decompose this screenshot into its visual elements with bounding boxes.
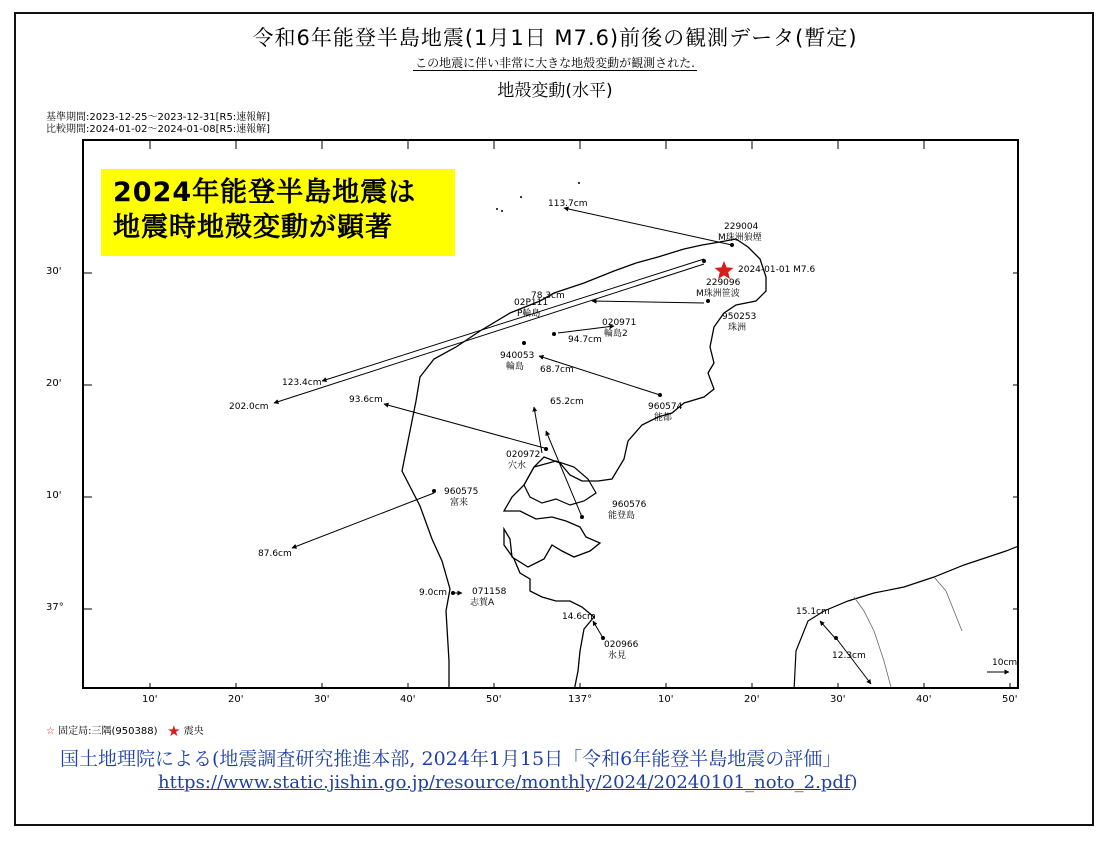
station-id-940053: 940053 bbox=[500, 351, 535, 361]
lat-tick-10: 10' bbox=[46, 490, 62, 501]
disp-02P111: 123.4cm bbox=[282, 378, 322, 388]
lon-tick-e20: 20' bbox=[744, 694, 760, 705]
station-name-960576: 能登島 bbox=[608, 511, 636, 521]
lon-tick-137: 137° bbox=[568, 694, 593, 705]
disp-68-7: 68.7cm bbox=[540, 365, 574, 375]
disp-020966: 14.6cm bbox=[562, 612, 596, 622]
scale-label: 10cm bbox=[992, 658, 1018, 668]
lon-tick-30: 30' bbox=[314, 694, 330, 705]
disp-940053: 202.0cm bbox=[229, 402, 269, 412]
station-name-960574: 能都 bbox=[654, 413, 673, 423]
station-id-960575: 960575 bbox=[444, 487, 479, 497]
station-name-950253: 珠洲 bbox=[728, 323, 747, 333]
station-name-960575: 富来 bbox=[450, 498, 469, 508]
disp-15-1: 15.1cm bbox=[796, 607, 830, 617]
station-name-229004: M珠洲狼煙 bbox=[718, 233, 762, 243]
legend-epicenter: 震央 bbox=[183, 726, 204, 737]
source-credit: 国土地理院による(地震調査研究推進本部, 2024年1月15日「令和6年能登半島地震の評価」 bbox=[60, 748, 842, 770]
station-id-950253: 950253 bbox=[722, 312, 757, 322]
compare-period: 比較期間:2024-01-02〜2024-01-08[R5:速報解] bbox=[46, 124, 271, 135]
station-name-940053: 輪島 bbox=[506, 362, 525, 372]
period-info bbox=[46, 112, 270, 136]
station-name-229096: M珠洲笹波 bbox=[696, 289, 740, 299]
lon-tick-50: 50' bbox=[486, 694, 502, 705]
lat-tick-37: 37° bbox=[46, 602, 64, 613]
figure-subtitle: この地震に伴い非常に大きな地殻変動が観測された. bbox=[415, 56, 695, 70]
callout-line-1: 2024年能登半島地震は bbox=[113, 177, 417, 208]
map-legend bbox=[46, 722, 204, 740]
map-subheading: 地殻変動(水平) bbox=[497, 81, 613, 101]
disp-12-3: 12.3cm bbox=[832, 651, 866, 661]
lon-tick-20: 20' bbox=[228, 694, 244, 705]
station-id-229096: 229096 bbox=[706, 278, 741, 288]
disp-960575: 87.6cm bbox=[258, 549, 292, 559]
lon-tick-e10: 10' bbox=[658, 694, 674, 705]
disp-229096: 78.3cm bbox=[531, 291, 565, 301]
lon-tick-e40: 40' bbox=[916, 694, 932, 705]
legend-fixed-station: 固定局:三隅(950388) bbox=[58, 726, 158, 737]
disp-65-2: 65.2cm bbox=[550, 397, 584, 407]
station-id-960574: 960574 bbox=[648, 402, 683, 412]
disp-229004: 113.7cm bbox=[548, 199, 588, 209]
lon-tick-e30: 30' bbox=[830, 694, 846, 705]
base-period: 基準期間:2023-12-25〜2023-12-31[R5:速報解] bbox=[46, 112, 271, 123]
station-id-229004: 229004 bbox=[724, 222, 759, 232]
station-id-071158: 071158 bbox=[472, 587, 507, 597]
lat-tick-20: 20' bbox=[46, 378, 62, 389]
lon-tick-40: 40' bbox=[400, 694, 416, 705]
station-id-020966: 020966 bbox=[604, 640, 639, 650]
disp-071158: 9.0cm bbox=[419, 588, 448, 598]
figure-title: 令和6年能登半島地震(1月1日 M7.6)前後の観測データ(暫定) bbox=[252, 26, 858, 50]
source-url-link[interactable]: https://www.static.jishin.go.jp/resource/monthly/2024/20240101_noto_2.pdf bbox=[158, 772, 851, 793]
epicenter-label: 2024-01-01 M7.6 bbox=[738, 265, 816, 275]
highlight-callout bbox=[101, 169, 455, 256]
epicenter-star bbox=[715, 261, 734, 279]
station-name-02P111: P輪島 bbox=[517, 309, 541, 319]
station-id-02P111: 02P111 bbox=[514, 298, 549, 308]
disp-020971: 94.7cm bbox=[568, 335, 602, 345]
disp-020972: 93.6cm bbox=[349, 395, 383, 405]
lon-tick-10: 10' bbox=[142, 694, 158, 705]
station-id-960576: 960576 bbox=[612, 500, 647, 510]
fixed-station-star-icon: ☆ bbox=[46, 726, 55, 737]
station-name-020971: 輪島2 bbox=[604, 329, 628, 339]
lon-tick-e50: 50' bbox=[1002, 694, 1018, 705]
callout-line-2: 地震時地殻変動が顕著 bbox=[113, 212, 393, 243]
station-name-071158: 志賀A bbox=[470, 598, 495, 608]
station-id-020971: 020971 bbox=[602, 318, 637, 328]
source-url-line: https://www.static.jishin.go.jp/resource/monthly/2024/20240101_noto_2.pdf) bbox=[158, 772, 858, 793]
lat-tick-30: 30' bbox=[46, 266, 62, 277]
epicenter-star-icon: ★ bbox=[167, 722, 181, 740]
station-name-020966: 氷見 bbox=[608, 651, 627, 661]
station-id-020972: 020972 bbox=[506, 450, 541, 460]
coastline-east bbox=[794, 545, 1019, 689]
station-name-020972: 穴水 bbox=[508, 461, 527, 471]
noto-island bbox=[524, 461, 596, 505]
